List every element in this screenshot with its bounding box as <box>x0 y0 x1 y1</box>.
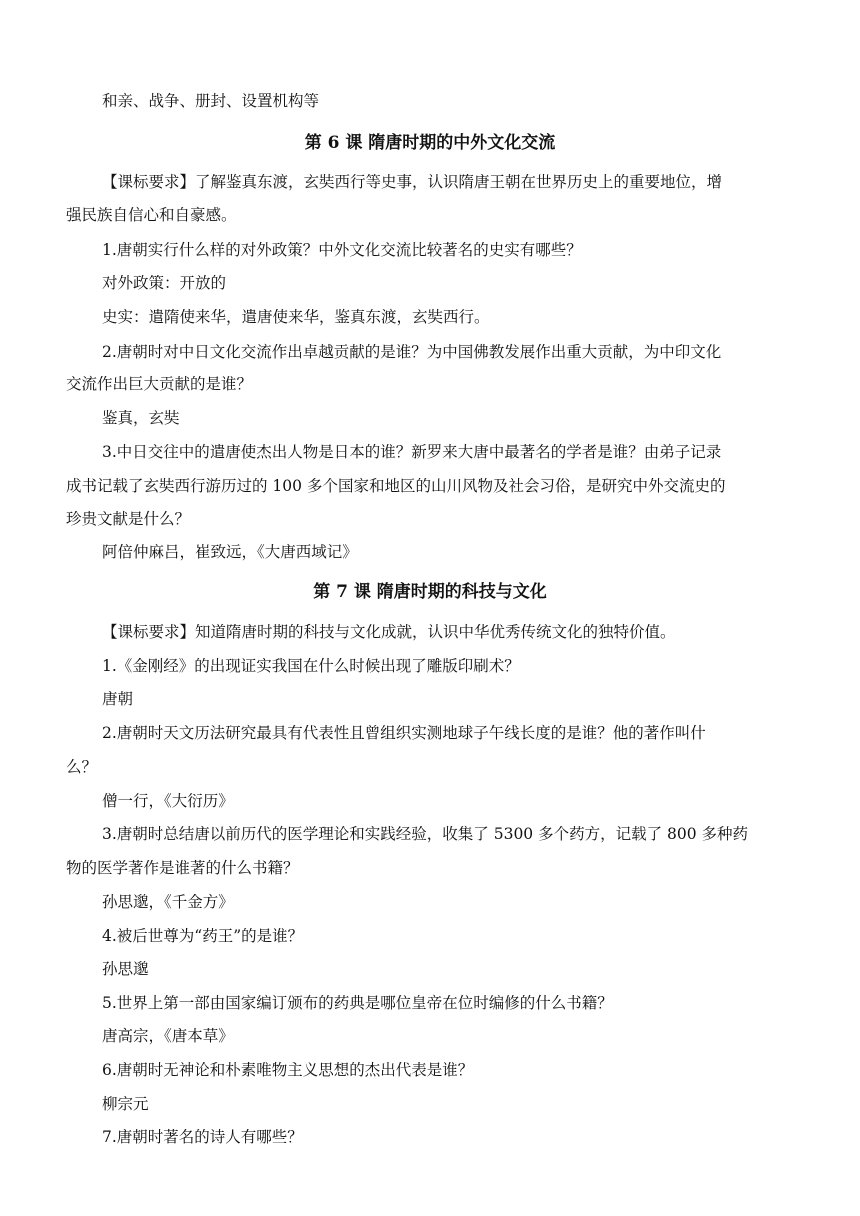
lesson6-answer-1-policy: 对外政策：开放的 <box>102 274 227 292</box>
lesson7-answer-3: 孙思邈，《千金方》 <box>102 893 234 911</box>
lesson6-question-3-line3: 珍贵文献是什么？ <box>66 510 191 528</box>
lesson6-question-3-line1: 3.中日交往中的遣唐使杰出人物是日本的谁？新罗来大唐中最著名的学者是谁？由弟子记录 <box>102 443 722 461</box>
lesson7-question-5: 5.世界上第一部由国家编订颁布的药典是哪位皇帝在位时编修的什么书籍？ <box>102 994 613 1012</box>
lesson6-answer-3: 阿倍仲麻吕，崔致远，《大唐西域记》 <box>102 543 358 561</box>
lesson7-answer-1: 唐朝 <box>102 690 134 708</box>
lesson6-question-2-line2: 交流作出巨大贡献的是谁？ <box>66 375 253 393</box>
lesson7-question-4: 4.被后世尊为“药王”的是谁？ <box>102 927 304 945</box>
lesson7-question-2-line2: 么？ <box>66 758 98 776</box>
lesson6-requirement-line2: 强民族自信心和自豪感。 <box>66 206 237 224</box>
top-line: 和亲、战争、册封、设置机构等 <box>102 92 320 110</box>
lesson7-question-1: 1.《金刚经》的出现证实我国在什么时候出现了雕版印刷术？ <box>102 657 520 675</box>
lesson6-answer-2: 鉴真，玄奘 <box>102 409 180 427</box>
lesson6-answer-1-facts: 史实：遣隋使来华，遣唐使来华，鉴真东渡，玄奘西行。 <box>102 308 490 326</box>
lesson7-title: 第 7 课 隋唐时期的科技与文化 <box>313 582 547 602</box>
lesson6-requirement-line1: 【课标要求】了解鉴真东渡，玄奘西行等史事，认识隋唐王朝在世界历史上的重要地位，增 <box>102 173 723 191</box>
lesson6-question-3-line2: 成书记载了玄奘西行游历过的 100 多个国家和地区的山川风物及社会习俗，是研究中外交流史的 <box>66 477 726 495</box>
lesson6-title: 第 6 课 隋唐时期的中外文化交流 <box>304 133 556 153</box>
lesson7-question-3-line1: 3.唐朝时总结唐以前历代的医学理论和实践经验，收集了 5300 多个药方，记载了 800 多种药 <box>102 825 749 843</box>
lesson7-requirement: 【课标要求】知道隋唐时期的科技与文化成就，认识中华优秀传统文化的独特价值。 <box>102 623 676 641</box>
lesson7-answer-6: 柳宗元 <box>102 1095 149 1113</box>
lesson7-question-2-line1: 2.唐朝时天文历法研究最具有代表性且曾组织实测地球子午线长度的是谁？他的著作叫什 <box>102 724 706 742</box>
lesson7-answer-4: 孙思邈 <box>102 960 149 978</box>
lesson7-answer-5: 唐高宗，《唐本草》 <box>102 1027 234 1045</box>
lesson7-question-3-line2: 物的医学著作是谁著的什么书籍？ <box>66 859 299 877</box>
lesson6-question-2-line1: 2.唐朝时对中日文化交流作出卓越贡献的是谁？为中国佛教发展作出重大贡献，为中印文化 <box>102 343 722 361</box>
lesson7-question-6: 6.唐朝时无神论和朴素唯物主义思想的杰出代表是谁？ <box>102 1061 474 1079</box>
lesson7-answer-2: 僧一行，《大衍历》 <box>102 792 234 810</box>
lesson7-question-7: 7.唐朝时著名的诗人有哪些？ <box>102 1128 303 1146</box>
lesson6-question-1: 1.唐朝实行什么样的对外政策？中外文化交流比较著名的史实有哪些？ <box>102 241 582 259</box>
